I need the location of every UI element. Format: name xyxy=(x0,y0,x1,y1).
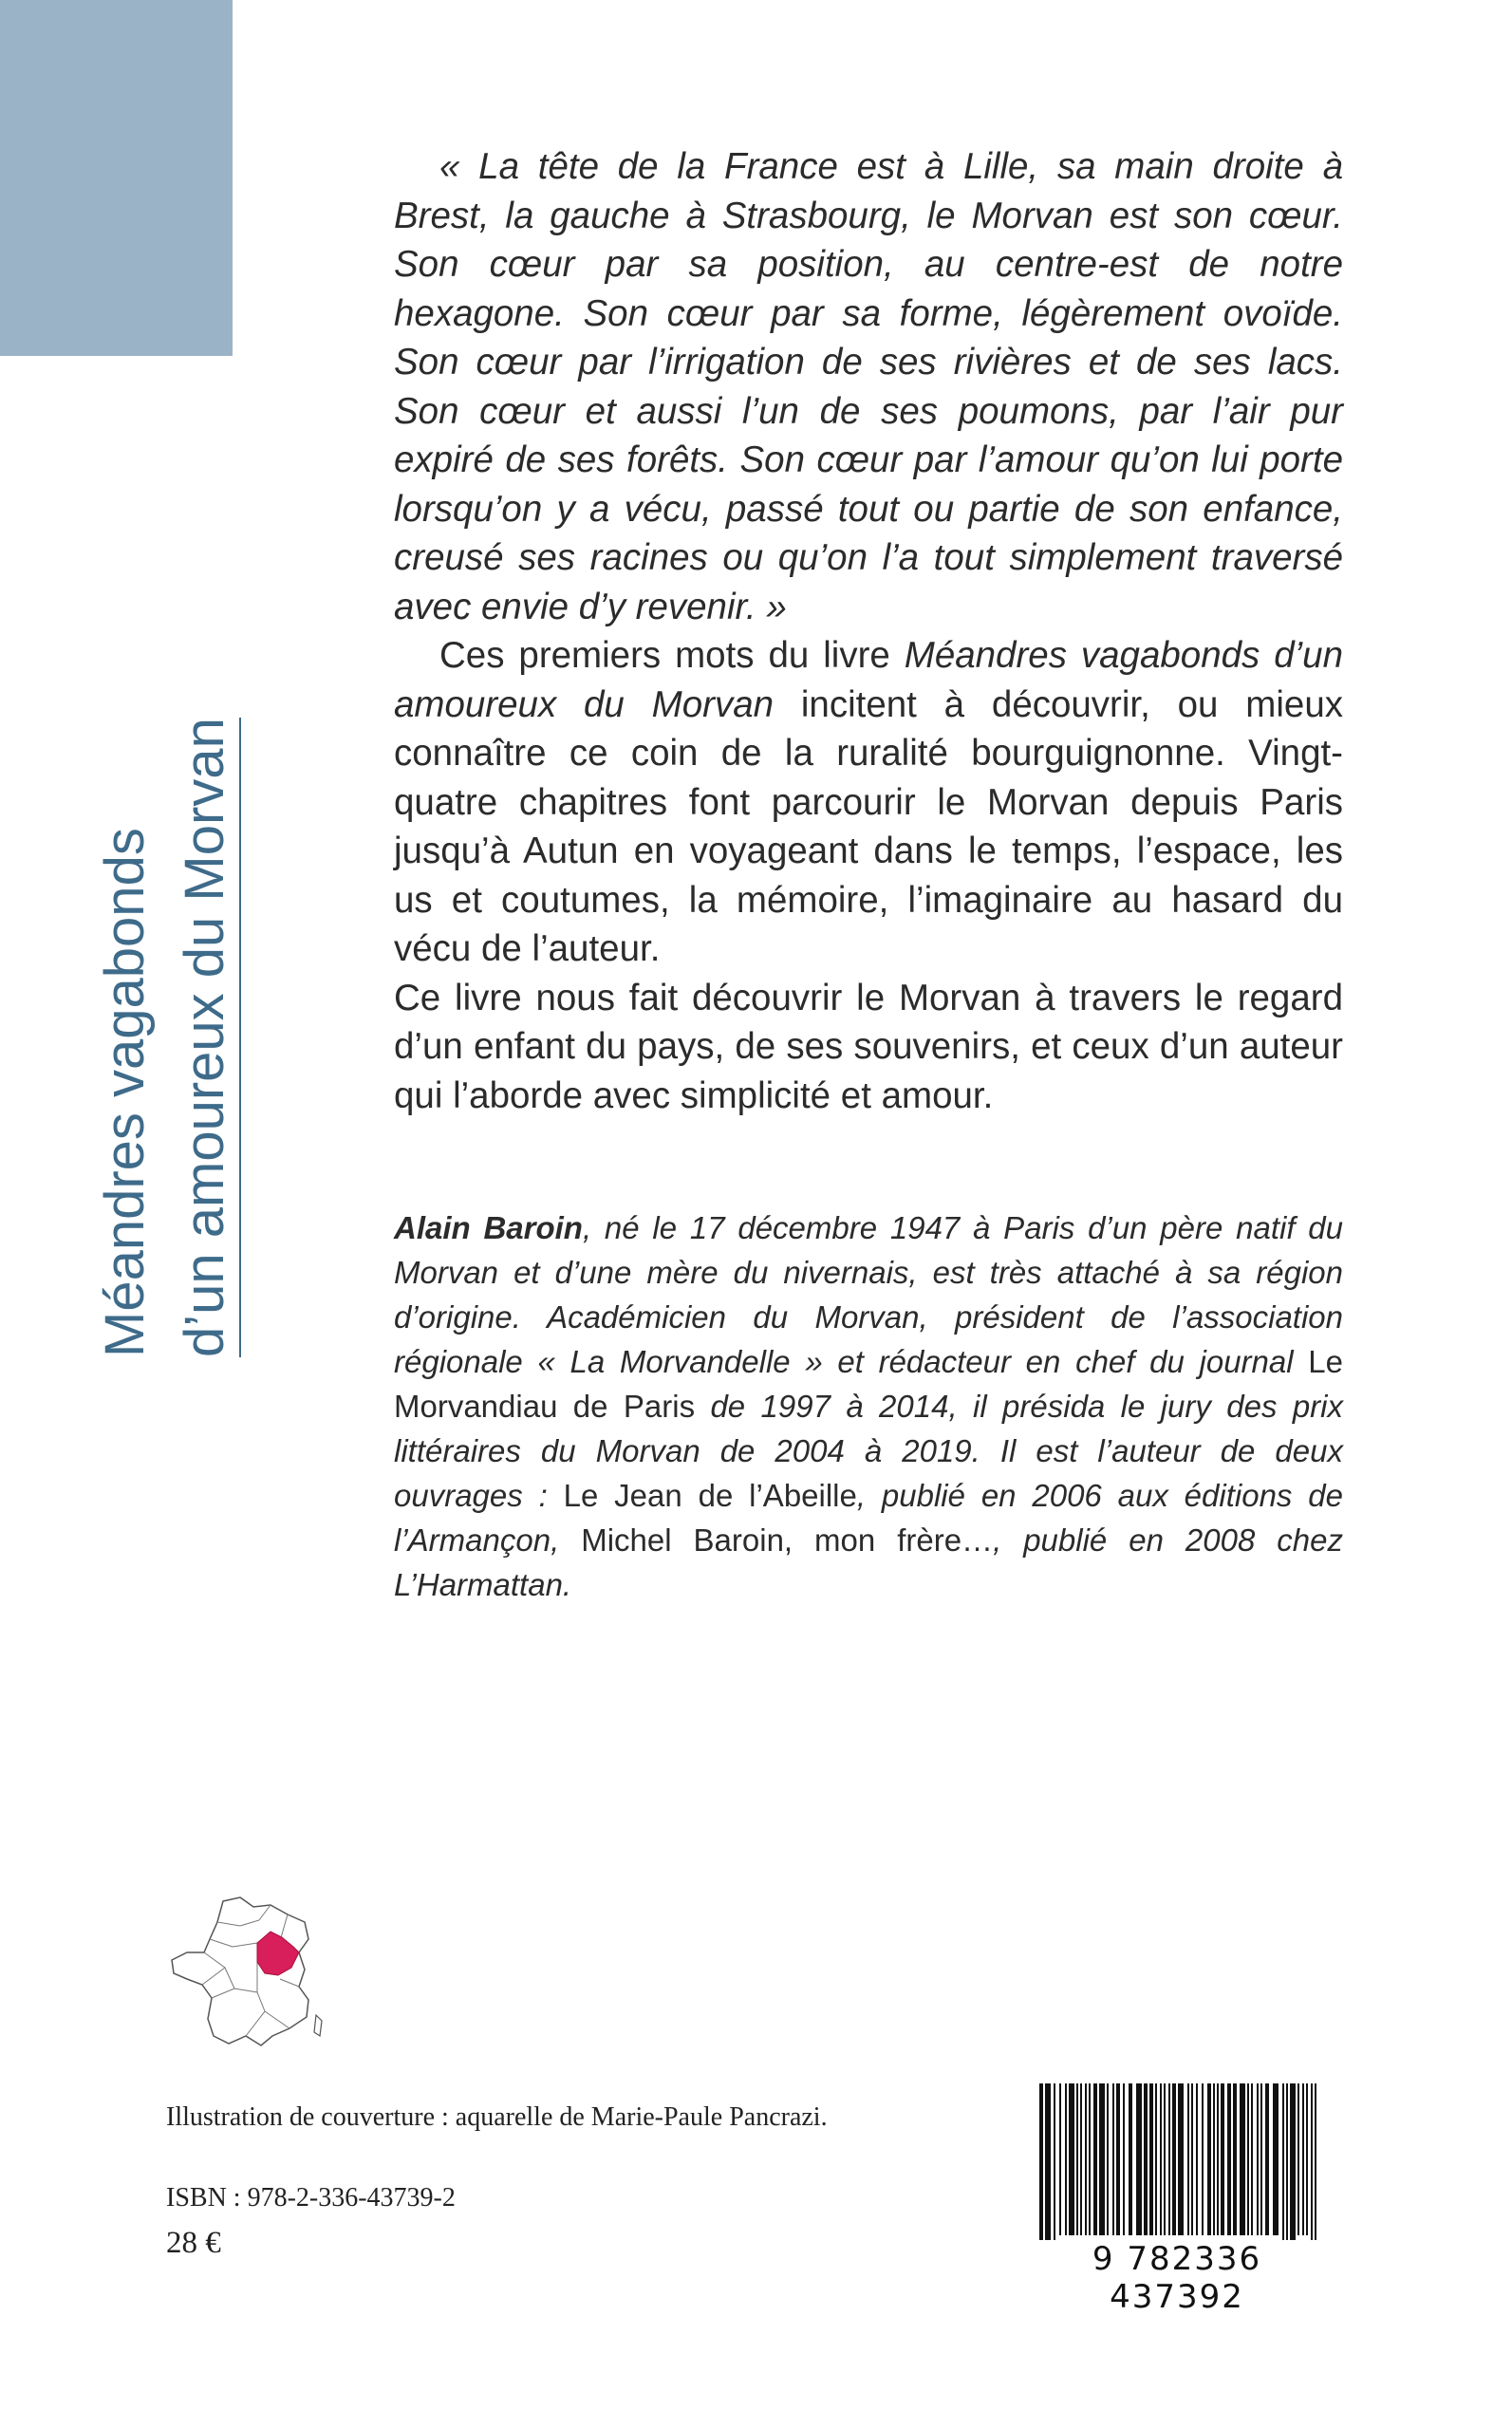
bio-part4: , publié en 2008 chez L’Harmattan. xyxy=(394,1522,1343,1602)
barcode-bar xyxy=(1265,2083,1269,2235)
back-cover-text xyxy=(394,142,1343,1607)
barcode-bar xyxy=(1065,2083,1067,2235)
barcode-bar xyxy=(1069,2083,1074,2235)
bio-part1: , né le 17 décembre 1947 à Paris d’un père natif du Morvan et d’une mère du nivernais, est très attaché à sa région d’origine. Académicien du Morvan, président de l’association régionale « La Morvandelle » et rédacteur en chef du journal xyxy=(394,1210,1343,1379)
barcode-bar xyxy=(1257,2083,1259,2235)
intro-paragraph xyxy=(394,631,1343,974)
barcode-bar xyxy=(1123,2083,1125,2235)
barcode-bar xyxy=(1045,2083,1051,2245)
spine-title-line1: Méandres vagabonds xyxy=(94,828,156,1357)
barcode-bar xyxy=(1093,2083,1097,2235)
barcode-bar xyxy=(1191,2083,1193,2235)
bio-book1: Le Jean de l’Abeille xyxy=(563,1478,857,1513)
barcode-bar xyxy=(1202,2083,1204,2235)
barcode-bar xyxy=(1107,2083,1109,2235)
bio-book2: Michel Baroin, mon frère… xyxy=(581,1522,994,1558)
bio-part3: , publié en 2006 aux éditions de l’Armançon, xyxy=(394,1478,1343,1558)
barcode-bar xyxy=(1085,2083,1087,2235)
corner-color-band xyxy=(0,0,233,356)
barcode xyxy=(1020,2083,1334,2316)
barcode-bar xyxy=(1207,2083,1211,2235)
barcode-bar xyxy=(1129,2083,1132,2235)
barcode-bars xyxy=(1020,2083,1334,2245)
bio-part2: de 1997 à 2014, il présida le jury des prix littéraires du Morvan de 2004 à 2019. Il est l’auteur de deux ouvrages : xyxy=(394,1389,1344,1513)
barcode-bar xyxy=(1076,2083,1078,2235)
author-name: Alain Baroin xyxy=(394,1210,583,1245)
barcode-bar xyxy=(1187,2083,1189,2235)
barcode-bar xyxy=(1144,2083,1148,2235)
barcode-bar xyxy=(1149,2083,1153,2235)
barcode-bar xyxy=(1282,2083,1284,2245)
cover-illustration-credit: Illustration de couverture : aquarelle de Marie-Paule Pancrazi. xyxy=(166,2102,828,2132)
france-map-icon xyxy=(166,1894,327,2050)
barcode-bar xyxy=(1196,2083,1198,2235)
barcode-bar xyxy=(1227,2083,1231,2235)
barcode-bar xyxy=(1233,2083,1237,2235)
barcode-bar xyxy=(1155,2083,1157,2235)
barcode-bar xyxy=(1112,2083,1114,2235)
barcode-bar xyxy=(1297,2083,1299,2235)
barcode-bar xyxy=(1039,2083,1043,2245)
barcode-bar xyxy=(1247,2083,1249,2235)
opening-quote: « La tête de la France est à Lille, sa main droite à Brest, la gauche à Strasbourg, le Morvan est son cœur. Son cœur par sa position, au centre-est de notre hexagone. Son cœur par sa forme, légèrement ovoïde. Son cœur par l’irrigation de ses rivières et de ses lacs. Son cœur et aussi l’un de ses poumons, par l’air pur expiré de ses forêts. Son cœur par l’amour qu’on lui porte lorsqu’on y a vécu, passé tout ou partie de son enfance, creusé ses racines ou qu’on l’a tout simplement traversé avec envie d’y revenir. » xyxy=(394,146,1343,627)
barcode-bar xyxy=(1054,2083,1055,2245)
intro-book-title: Méandres vagabonds d’un amoureux du Morvan xyxy=(394,635,1343,725)
barcode-bar xyxy=(1273,2083,1279,2235)
barcode-bar xyxy=(1290,2083,1296,2245)
barcode-bar xyxy=(1311,2083,1313,2245)
barcode-bar xyxy=(1172,2083,1176,2235)
barcode-bar xyxy=(1217,2083,1219,2235)
price: 28 € xyxy=(166,2226,221,2260)
barcode-bar xyxy=(1251,2083,1253,2235)
barcode-bar xyxy=(1168,2083,1170,2235)
spine-title xyxy=(85,598,245,1357)
barcode-bar xyxy=(1059,2083,1061,2235)
barcode-bar xyxy=(1160,2083,1162,2235)
barcode-bar xyxy=(1116,2083,1120,2235)
barcode-bar xyxy=(1221,2083,1224,2235)
barcode-bar xyxy=(1240,2083,1245,2235)
barcode-bar xyxy=(1315,2083,1316,2245)
barcode-bar xyxy=(1164,2083,1166,2235)
barcode-bar xyxy=(1306,2083,1308,2235)
intro-before: Ces premiers mots du livre xyxy=(439,635,905,676)
author-bio xyxy=(394,1205,1343,1607)
barcode-bar xyxy=(1213,2083,1215,2235)
barcode-bar xyxy=(1260,2083,1262,2235)
france-region-map xyxy=(166,1894,327,2050)
isbn: ISBN : 978-2-336-43739-2 xyxy=(166,2183,456,2213)
barcode-bar xyxy=(1099,2083,1105,2235)
barcode-bar xyxy=(1136,2083,1142,2235)
spine-title-line2: d’un amoureux du Morvan xyxy=(171,718,241,1357)
closing-paragraph: Ce livre nous fait découvrir le Morvan à travers le regard d’un enfant du pays, de ses souvenirs, et ceux d’un auteur qui l’aborde avec simplicité et amour. xyxy=(394,977,1343,1116)
barcode-digits: 9 782336 437392 xyxy=(1020,2240,1334,2316)
barcode-bar xyxy=(1089,2083,1091,2235)
barcode-bar xyxy=(1302,2083,1304,2235)
barcode-bar xyxy=(1080,2083,1082,2235)
barcode-bar xyxy=(1178,2083,1184,2235)
intro-after: incitent à découvrir, ou mieux connaître ce coin de la ruralité bourguignonne. Vingt-quatre chapitres font parcourir le Morvan depuis Paris jusqu’à Autun en voyageant dans le temps, l’espace, les us et coutumes, la mémoire, l’imaginaire au hasard du vécu de l’auteur. xyxy=(394,683,1343,969)
barcode-bar xyxy=(1286,2083,1288,2245)
bio-journal: Le Morvandiau de Paris xyxy=(394,1344,1343,1424)
